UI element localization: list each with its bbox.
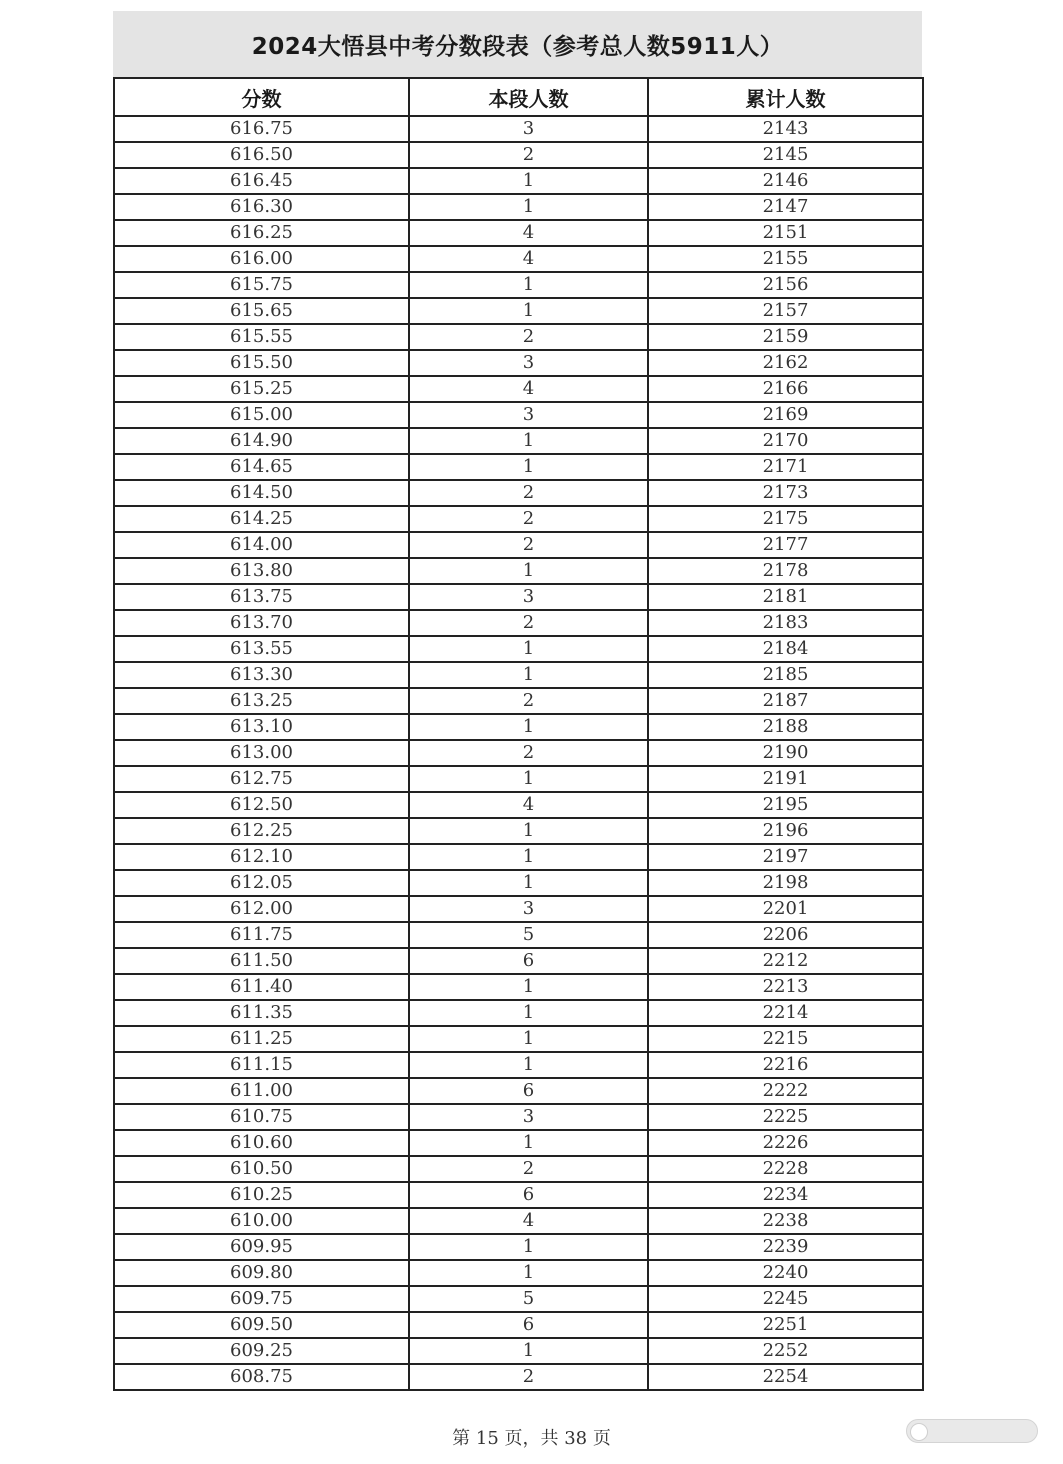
cell-band-count: 6 (409, 1312, 648, 1338)
cell-cumulative-count: 2191 (648, 766, 923, 792)
cell-cumulative-count: 2143 (648, 116, 923, 142)
cell-cumulative-count: 2177 (648, 532, 923, 558)
cell-cumulative-count: 2252 (648, 1338, 923, 1364)
cell-score: 613.55 (114, 636, 409, 662)
table-row (114, 844, 923, 870)
column-header-score: 分数 (114, 78, 409, 116)
cell-score: 611.25 (114, 1026, 409, 1052)
cell-band-count: 2 (409, 610, 648, 636)
cell-cumulative-count: 2157 (648, 298, 923, 324)
cell-cumulative-count: 2188 (648, 714, 923, 740)
cell-cumulative-count: 2214 (648, 1000, 923, 1026)
cell-score: 614.50 (114, 480, 409, 506)
cell-cumulative-count: 2183 (648, 610, 923, 636)
cell-cumulative-count: 2170 (648, 428, 923, 454)
cell-cumulative-count: 2190 (648, 740, 923, 766)
scroll-toggle-knob[interactable] (910, 1423, 928, 1441)
cell-band-count: 2 (409, 480, 648, 506)
cell-cumulative-count: 2245 (648, 1286, 923, 1312)
cell-band-count: 2 (409, 532, 648, 558)
cell-cumulative-count: 2151 (648, 220, 923, 246)
column-header-cumulative-count: 累计人数 (648, 78, 923, 116)
cell-score: 616.30 (114, 194, 409, 220)
table-row (114, 506, 923, 532)
cell-cumulative-count: 2213 (648, 974, 923, 1000)
table-row (114, 610, 923, 636)
cell-cumulative-count: 2159 (648, 324, 923, 350)
cell-score: 613.75 (114, 584, 409, 610)
cell-band-count: 1 (409, 636, 648, 662)
cell-band-count: 1 (409, 974, 648, 1000)
cell-band-count: 2 (409, 1156, 648, 1182)
cell-score: 610.50 (114, 1156, 409, 1182)
cell-score: 609.95 (114, 1234, 409, 1260)
cell-score: 612.10 (114, 844, 409, 870)
table-row (114, 402, 923, 428)
score-distribution-table (113, 77, 924, 1391)
cell-score: 609.25 (114, 1338, 409, 1364)
cell-score: 611.00 (114, 1078, 409, 1104)
cell-band-count: 2 (409, 324, 648, 350)
cell-cumulative-count: 2175 (648, 506, 923, 532)
table-title: 2024大悟县中考分数段表（参考总人数5911人） (113, 11, 922, 77)
cell-band-count: 4 (409, 792, 648, 818)
cell-cumulative-count: 2156 (648, 272, 923, 298)
cell-cumulative-count: 2155 (648, 246, 923, 272)
table-row (114, 792, 923, 818)
table-row (114, 1052, 923, 1078)
cell-cumulative-count: 2145 (648, 142, 923, 168)
column-header-band-count: 本段人数 (409, 78, 648, 116)
cell-score: 615.55 (114, 324, 409, 350)
cell-band-count: 1 (409, 766, 648, 792)
cell-score: 616.25 (114, 220, 409, 246)
cell-score: 612.05 (114, 870, 409, 896)
table-row (114, 662, 923, 688)
cell-score: 615.75 (114, 272, 409, 298)
table-row (114, 636, 923, 662)
cell-score: 614.90 (114, 428, 409, 454)
page-number-footer: 第 15 页，共 38 页 (452, 1428, 611, 1449)
cell-score: 608.75 (114, 1364, 409, 1390)
cell-cumulative-count: 2228 (648, 1156, 923, 1182)
cell-band-count: 3 (409, 896, 648, 922)
cell-cumulative-count: 2184 (648, 636, 923, 662)
cell-cumulative-count: 2146 (648, 168, 923, 194)
cell-score: 610.75 (114, 1104, 409, 1130)
cell-band-count: 4 (409, 376, 648, 402)
cell-score: 614.65 (114, 454, 409, 480)
table-row (114, 1156, 923, 1182)
cell-band-count: 1 (409, 1000, 648, 1026)
table-row (114, 376, 923, 402)
cell-cumulative-count: 2162 (648, 350, 923, 376)
cell-band-count: 6 (409, 948, 648, 974)
cell-cumulative-count: 2201 (648, 896, 923, 922)
scroll-toggle[interactable] (906, 1419, 1038, 1443)
cell-cumulative-count: 2225 (648, 1104, 923, 1130)
cell-cumulative-count: 2222 (648, 1078, 923, 1104)
cell-cumulative-count: 2238 (648, 1208, 923, 1234)
cell-score: 611.50 (114, 948, 409, 974)
table-row (114, 272, 923, 298)
cell-band-count: 1 (409, 454, 648, 480)
cell-cumulative-count: 2251 (648, 1312, 923, 1338)
table-row (114, 220, 923, 246)
cell-cumulative-count: 2212 (648, 948, 923, 974)
cell-band-count: 2 (409, 1364, 648, 1390)
cell-cumulative-count: 2181 (648, 584, 923, 610)
table-row (114, 168, 923, 194)
table-row (114, 1260, 923, 1286)
table-row (114, 480, 923, 506)
table-row (114, 766, 923, 792)
cell-score: 610.00 (114, 1208, 409, 1234)
table-row (114, 246, 923, 272)
cell-score: 614.00 (114, 532, 409, 558)
cell-cumulative-count: 2234 (648, 1182, 923, 1208)
cell-band-count: 1 (409, 168, 648, 194)
cell-score: 613.30 (114, 662, 409, 688)
cell-band-count: 1 (409, 194, 648, 220)
table-row (114, 142, 923, 168)
table-row (114, 870, 923, 896)
table-row (114, 454, 923, 480)
table-row (114, 532, 923, 558)
table-row (114, 1364, 923, 1390)
table-row (114, 688, 923, 714)
cell-band-count: 2 (409, 740, 648, 766)
cell-band-count: 4 (409, 246, 648, 272)
cell-cumulative-count: 2169 (648, 402, 923, 428)
cell-cumulative-count: 2195 (648, 792, 923, 818)
table-row (114, 194, 923, 220)
cell-cumulative-count: 2197 (648, 844, 923, 870)
cell-band-count: 1 (409, 1338, 648, 1364)
cell-band-count: 1 (409, 1052, 648, 1078)
cell-score: 611.75 (114, 922, 409, 948)
cell-band-count: 1 (409, 272, 648, 298)
cell-band-count: 6 (409, 1182, 648, 1208)
cell-score: 613.80 (114, 558, 409, 584)
table-row (114, 1104, 923, 1130)
score-table-sheet (113, 11, 922, 1391)
cell-score: 609.75 (114, 1286, 409, 1312)
cell-cumulative-count: 2240 (648, 1260, 923, 1286)
cell-cumulative-count: 2166 (648, 376, 923, 402)
cell-cumulative-count: 2215 (648, 1026, 923, 1052)
table-row (114, 974, 923, 1000)
cell-cumulative-count: 2173 (648, 480, 923, 506)
cell-band-count: 2 (409, 506, 648, 532)
table-row (114, 714, 923, 740)
cell-score: 613.00 (114, 740, 409, 766)
cell-cumulative-count: 2171 (648, 454, 923, 480)
cell-band-count: 5 (409, 922, 648, 948)
cell-band-count: 1 (409, 714, 648, 740)
cell-cumulative-count: 2187 (648, 688, 923, 714)
cell-cumulative-count: 2196 (648, 818, 923, 844)
table-row (114, 1312, 923, 1338)
cell-score: 612.75 (114, 766, 409, 792)
cell-cumulative-count: 2239 (648, 1234, 923, 1260)
cell-score: 610.25 (114, 1182, 409, 1208)
cell-cumulative-count: 2178 (648, 558, 923, 584)
table-row (114, 922, 923, 948)
cell-score: 609.80 (114, 1260, 409, 1286)
cell-band-count: 1 (409, 1260, 648, 1286)
table-row (114, 116, 923, 142)
cell-cumulative-count: 2254 (648, 1364, 923, 1390)
cell-score: 615.50 (114, 350, 409, 376)
cell-cumulative-count: 2206 (648, 922, 923, 948)
cell-score: 616.45 (114, 168, 409, 194)
cell-band-count: 3 (409, 584, 648, 610)
cell-score: 616.75 (114, 116, 409, 142)
cell-band-count: 5 (409, 1286, 648, 1312)
cell-score: 613.70 (114, 610, 409, 636)
cell-band-count: 2 (409, 142, 648, 168)
cell-band-count: 3 (409, 116, 648, 142)
cell-cumulative-count: 2185 (648, 662, 923, 688)
cell-cumulative-count: 2226 (648, 1130, 923, 1156)
table-row (114, 584, 923, 610)
cell-band-count: 1 (409, 298, 648, 324)
cell-band-count: 1 (409, 1130, 648, 1156)
cell-score: 614.25 (114, 506, 409, 532)
table-header-row (114, 78, 923, 116)
cell-band-count: 4 (409, 220, 648, 246)
cell-band-count: 3 (409, 350, 648, 376)
cell-score: 616.00 (114, 246, 409, 272)
table-row (114, 948, 923, 974)
cell-cumulative-count: 2198 (648, 870, 923, 896)
table-row (114, 1338, 923, 1364)
table-row (114, 818, 923, 844)
cell-band-count: 1 (409, 870, 648, 896)
cell-band-count: 6 (409, 1078, 648, 1104)
cell-score: 615.00 (114, 402, 409, 428)
cell-cumulative-count: 2147 (648, 194, 923, 220)
cell-band-count: 2 (409, 688, 648, 714)
cell-score: 611.15 (114, 1052, 409, 1078)
table-row (114, 1078, 923, 1104)
cell-band-count: 3 (409, 402, 648, 428)
cell-band-count: 1 (409, 428, 648, 454)
table-row (114, 1026, 923, 1052)
cell-score: 615.65 (114, 298, 409, 324)
cell-band-count: 1 (409, 818, 648, 844)
table-row (114, 896, 923, 922)
cell-band-count: 1 (409, 558, 648, 584)
table-row (114, 1130, 923, 1156)
cell-score: 611.40 (114, 974, 409, 1000)
cell-score: 613.25 (114, 688, 409, 714)
cell-band-count: 4 (409, 1208, 648, 1234)
table-row (114, 740, 923, 766)
cell-score: 610.60 (114, 1130, 409, 1156)
cell-score: 612.50 (114, 792, 409, 818)
table-row (114, 558, 923, 584)
cell-score: 611.35 (114, 1000, 409, 1026)
cell-band-count: 1 (409, 1234, 648, 1260)
cell-band-count: 1 (409, 844, 648, 870)
cell-band-count: 1 (409, 1026, 648, 1052)
table-row (114, 1000, 923, 1026)
table-body (114, 116, 923, 1390)
table-row (114, 428, 923, 454)
cell-score: 613.10 (114, 714, 409, 740)
cell-band-count: 3 (409, 1104, 648, 1130)
cell-band-count: 1 (409, 662, 648, 688)
cell-score: 612.25 (114, 818, 409, 844)
cell-score: 612.00 (114, 896, 409, 922)
table-row (114, 1208, 923, 1234)
table-row (114, 298, 923, 324)
cell-score: 615.25 (114, 376, 409, 402)
cell-cumulative-count: 2216 (648, 1052, 923, 1078)
table-row (114, 324, 923, 350)
table-row (114, 1286, 923, 1312)
cell-score: 616.50 (114, 142, 409, 168)
table-row (114, 1234, 923, 1260)
table-row (114, 350, 923, 376)
table-row (114, 1182, 923, 1208)
cell-score: 609.50 (114, 1312, 409, 1338)
